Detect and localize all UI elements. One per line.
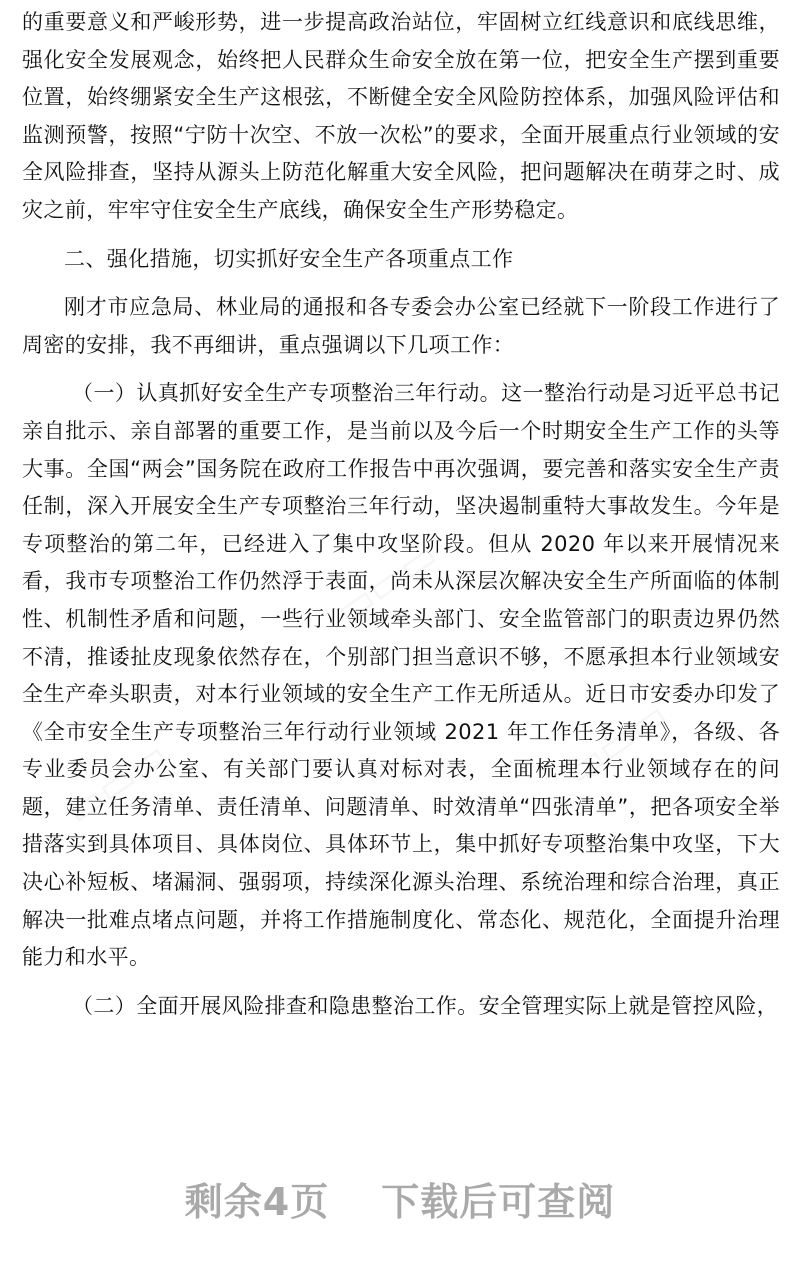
paragraph-continued: 的重要意义和严峻形势，进一步提高政治站位，牢固树立红线意识和底线思维，强化安全发展观念，始终把人民群众生命安全放在第一位，把安全生产摆到重要位置，始终绷紧安全生产这根弦，不断健全安全风险防控体系，加强风险评估和监测预警，按照“宁防十次空、不放一次松”的要求，全面开展重点行业领域的安全风险排查，坚持从源头上防范化解重大安全风险，把问题解决在萌芽之时、成灾之前，牢牢守住安全生产底线，确保安全生产形势稳定。	[22, 10, 780, 222]
download-hint-label: 下载后可查阅	[381, 1179, 616, 1224]
preview-limit-banner[interactable]	[0, 1168, 800, 1228]
section-heading: 二、强化措施，切实抓好安全生产各项重点工作	[64, 246, 514, 271]
paragraph-item-1: （一）认真抓好安全生产专项整治三年行动。这一整治行动是习近平总书记亲自批示、亲自部署的重要工作，是当前以及今后一个时期安全生产工作的头等大事。全国“两会”国务院在政府工作报告中再次强调，要完善和落实安全生产责任制，深入开展安全生产专项整治三年行动，坚决遏制重特大事故发生。今年是专项整治的第二年，已经进入了集中攻坚阶段。但从 2020 年以来开展情况来看，我市专项整治工作仍然浮于表面，尚未从深层次解决安全生产所面临的体制性、机制性矛盾和问题，一些行业领域牵头部门、安全监管部门的职责边界仍然不清，推诿扯皮现象依然存在，个别部门担当意识不够，不愿承担本行业领域安全生产牵头职责，对本行业领域的安全生产工作无所适从。近日市安委办印发了《全市安全生产专项整治三年行动行业领域 2021 年工作任务清单》，各级、各专业委员会办公室、有关部门要认真对标对表，全面梳理本行业领域存在的问题，建立任务清单、责任清单、问题清单、时效清单“四张清单”，把各项安全举措落实到具体项目、具体岗位、具体环节上，集中抓好专项整治集中攻坚，下大决心补短板、堵漏洞、强弱项，持续深化源头治理、系统治理和综合治理，真正解决一批难点堵点问题，并将工作措施制度化、常态化、规范化，全面提升治理能力和水平。	[22, 381, 780, 970]
watermark-graphic: ▭▭▭	[557, 691, 677, 795]
document-body	[22, 0, 780, 1036]
watermark-graphic: ▭▭▭	[57, 731, 177, 835]
paragraph-item-2: （二）全面开展风险排查和隐患整治工作。安全管理实际上就是管控风险，	[72, 993, 779, 1018]
paragraph: 刚才市应急局、林业局的通报和各专委会办公室已经就下一阶段工作进行了周密的安排，我不再细讲，重点强调以下几项工作：	[22, 295, 780, 357]
watermark-graphic: ▭▭▭	[327, 531, 447, 635]
remaining-pages-label: 剩余4页	[184, 1179, 330, 1224]
